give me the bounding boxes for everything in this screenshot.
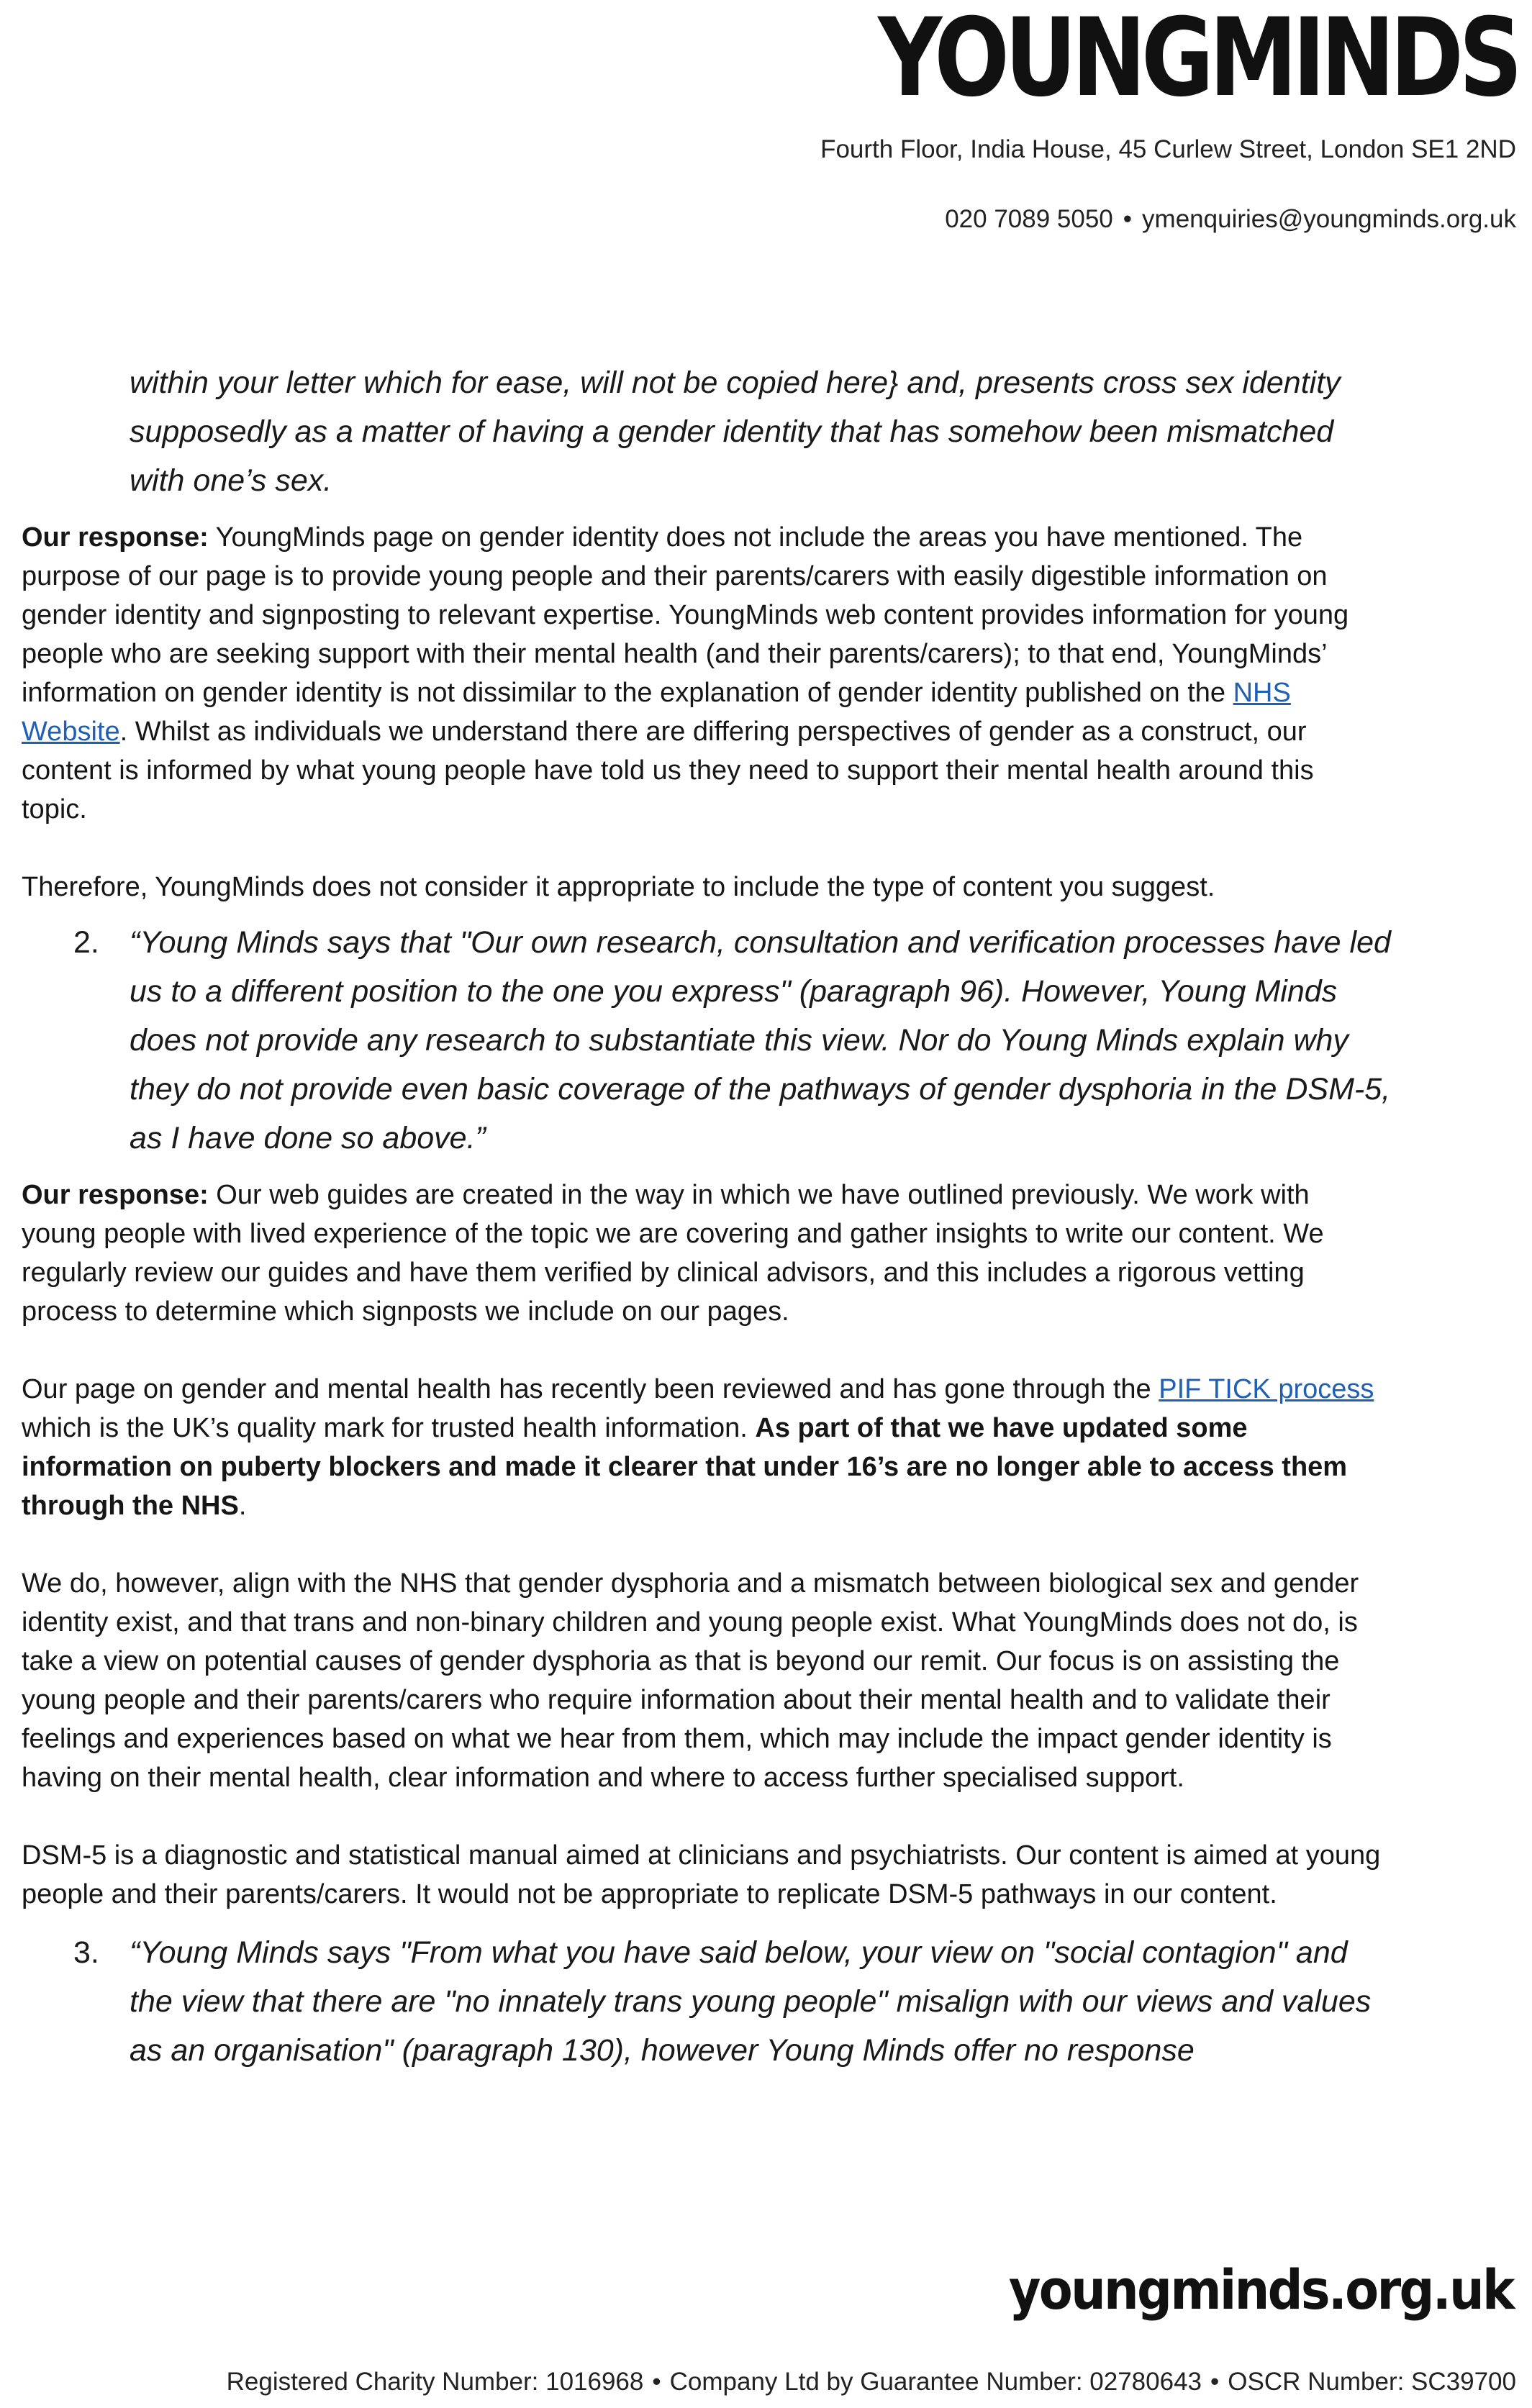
point-2-quote — [73, 918, 1396, 1163]
pif-bold-text: As part of that we have updated some information on puberty blockers and made it clearer that under 16’s are no longer able to access them through the NHS — [22, 1413, 1348, 1521]
response-label: Our response: — [22, 522, 209, 553]
header-contact — [945, 205, 1516, 234]
header-email[interactable]: ymenquiries@youngminds.org.uk — [1142, 205, 1516, 233]
response-1-text-b: . Whilst as individuals we understand there are differing perspectives of gender as a construct, our content is informed by what young people have told us they need to support their mental health around this topic. — [22, 717, 1314, 824]
response-1-paragraph — [22, 518, 1382, 829]
intro-quote: within your letter which for ease, will not be copied here} and, presents cross sex identity supposedly as a matter of having a gender identity that has somehow been mismatched with one’s sex. — [130, 365, 1341, 498]
point-2-text: “Young Minds says that "Our own research, consultation and verification processes have led us to a different position to the one you express" (paragraph 96). However, Young Minds does not provide any research to substantiate this view. Nor do Young Minds explain why they do not provide even basic coverage of the pathways of gender dysphoria in the DSM-5, as I have done so above.” — [130, 925, 1391, 1155]
pif-paragraph — [22, 1370, 1382, 1525]
therefore-paragraph: Therefore, YoungMinds does not consider it appropriate to include the type of content you suggest. — [22, 872, 1215, 902]
response-label: Our response: — [22, 1180, 209, 1210]
pif-tick-link[interactable]: PIF TICK process — [1159, 1374, 1374, 1404]
response-2-paragraph — [22, 1176, 1382, 1331]
nhs-alignment-paragraph: We do, however, align with the NHS that gender dysphoria and a mismatch between biological sex and gender identity exist, and that trans and non-binary children and young people exist. What YoungMinds does not do, is take a view on potential causes of gender dysphoria as that is beyond our remit. Our focus is on assisting the young people and their parents/carers who require information about their mental health and to validate their feelings and experiences based on what we hear from them, which may include the impact gender identity is having on their mental health, clear information and where to access further specialised support. — [22, 1568, 1359, 1793]
response-2-text: Our web guides are created in the way in which we have outlined previously. We work with young people with lived experience of the topic we are covering and gather insights to write our content. We regularly review our guides and have them verified by clinical advisors, and this includes a rigorous vetting process to determine which signposts we include on our pages. — [22, 1180, 1324, 1327]
separator-dot: • — [652, 2368, 661, 2396]
pif-text-a: Our page on gender and mental health has recently been reviewed and has gone through the — [22, 1374, 1159, 1404]
header-phone: 020 7089 5050 — [945, 205, 1113, 233]
letter-body — [22, 358, 1391, 2075]
nhs-website-link[interactable]: NHS Website — [22, 678, 1291, 747]
youngminds-logo: YOUNGMINDS — [877, 0, 1518, 121]
charity-number: Registered Charity Number: 1016968 — [226, 2368, 644, 2396]
point-3-number: 3. — [73, 1935, 99, 1970]
footer-registration — [227, 2368, 1516, 2396]
point-3-text: “Young Minds says "From what you have said below, your view on "social contagion" and the view that there are "no innately trans young people" misalign with our views and values as an organisation" (paragraph 130), however Young Minds offer no response — [130, 1935, 1372, 2068]
separator-dot: • — [1123, 205, 1133, 233]
footer-url[interactable]: youngminds.org.uk — [1009, 2258, 1513, 2322]
dsm-paragraph: DSM-5 is a diagnostic and statistical manual aimed at clinicians and psychiatrists. Our content is aimed at young people and their parents/carers. It would not be appropriate to replicate DSM-5 pathways in our content. — [22, 1840, 1381, 1909]
point-2-number: 2. — [73, 925, 99, 960]
header-address: Fourth Floor, India House, 45 Curlew Street, London SE1 2ND — [820, 135, 1516, 163]
pif-text-b: which is the UK’s quality mark for trusted health information. — [22, 1413, 756, 1443]
response-1-text-a: YoungMinds page on gender identity does not include the areas you have mentioned. The purpose of our page is to provide young people and their parents/carers with easily digestible information on gender identity and signposting to relevant expertise. YoungMinds web content provides information for young people who are seeking support with their mental health (and their parents/carers); to that end, YoungMinds’ information on gender identity is not dissimilar to the explanation of gender identity published on the — [22, 522, 1349, 708]
oscr-number: OSCR Number: SC39700 — [1228, 2368, 1516, 2396]
company-number: Company Ltd by Guarantee Number: 02780643 — [669, 2368, 1202, 2396]
point-3-quote — [73, 1928, 1396, 2075]
separator-dot: • — [1210, 2368, 1220, 2396]
pif-end: . — [238, 1491, 247, 1521]
